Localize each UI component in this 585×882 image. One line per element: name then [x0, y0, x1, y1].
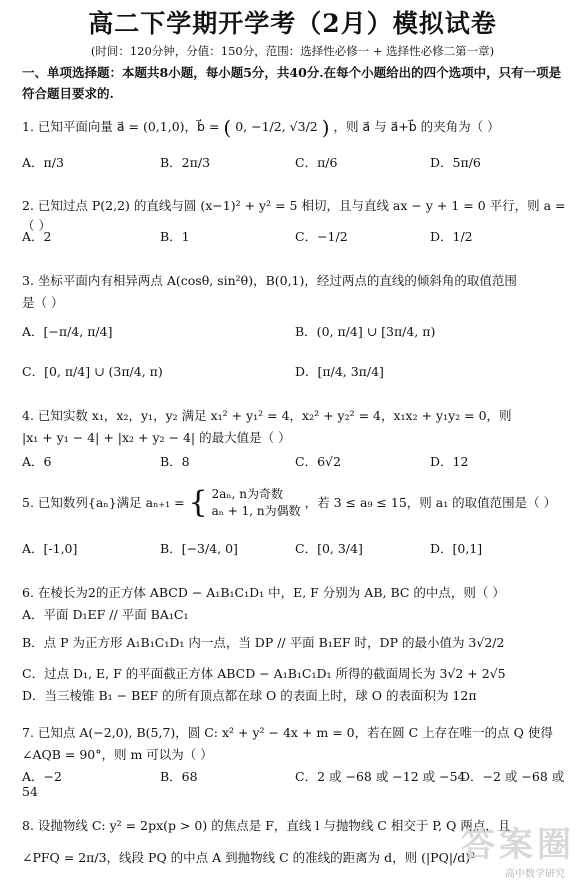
- watermark-logo: 答案圈: [461, 825, 575, 865]
- q5-option-b: B．[−3/4, 0]: [160, 541, 238, 556]
- q5-case-1: 2aₙ, n为奇数: [211, 487, 283, 501]
- q1-b-x: 0: [235, 119, 244, 134]
- q5-case-2: aₙ + 1, n为偶数: [211, 504, 301, 518]
- question-3-stem-1: 3. 坐标平面内有相异两点 A(cosθ, sin²θ)，B(0,1)，经过两点的直线的倾斜角的取值范围: [22, 273, 517, 288]
- exam-subtitle: (时间：120分钟，分值：150分，范围：选择性必修一 + 选择性必修二第一章): [90, 44, 495, 58]
- q7-option-d: D．−2 或 −68 或: [460, 769, 565, 784]
- q6-option-d: D．当三棱锥 B₁ − BEF 的所有顶点都在球 O 的表面上时，球 O 的表面积为 12π: [22, 688, 477, 703]
- q4-option-d: D．12: [430, 454, 469, 469]
- q5-stem-b: ，若 3 ≤ a₉ ≤ 15，则 a₁ 的取值范围是（ ）: [304, 495, 557, 510]
- watermark-caption: 高中数学研究: [505, 869, 565, 880]
- q3-option-c: C．[0, π/4] ∪ (3π/4, π): [22, 364, 163, 379]
- q5-option-d: D．[0,1]: [430, 541, 483, 556]
- question-7-stem-2: ∠AQB = 90°，则 m 可以为（ ）: [22, 747, 213, 762]
- q7-option-d-cont: 54: [22, 784, 38, 799]
- q5-option-a: A．[-1,0]: [22, 541, 78, 556]
- q1-stem-a: 1. 已知平面向量: [22, 119, 113, 134]
- question-8-stem-1: 8. 设抛物线 C: y² = 2px(p > 0) 的焦点是 F，直线 l 与抛物线 C 相交于 P, Q 两点，且: [22, 818, 511, 833]
- q1-stem-b: a⃗ = (0,1,0)，b⃗ =: [116, 119, 220, 134]
- q2-option-a: A．2: [22, 229, 52, 244]
- q2-option-d: D．1/2: [430, 229, 473, 244]
- question-6-stem: 6. 在棱长为2的正方体 ABCD − A₁B₁C₁D₁ 中，E, F 分别为 AB, BC 的中点，则（ ）: [22, 585, 505, 600]
- q1-b-vector: 0, −1/2, √3/2: [235, 119, 318, 134]
- question-7-stem-1: 7. 已知点 A(−2,0), B(5,7)，圆 C: x² + y² − 4x + m = 0，若在圆 C 上存在唯一的点 Q 使得: [22, 725, 553, 740]
- q7-option-a: A．−2: [22, 769, 62, 784]
- q1-option-d: D．5π/6: [430, 155, 481, 170]
- q5-option-c: C．[0, 3/4]: [295, 541, 363, 556]
- exam-title: 高二下学期开学考（2月）模拟试卷: [88, 9, 497, 38]
- question-4-stem-1: 4. 已知实数 x₁，x₂，y₁，y₂ 满足 x₁² + y₁² = 4，x₂² + y₂² = 4，x₁x₂ + y₁y₂ = 0，则: [22, 408, 512, 423]
- q1-option-a: A．π/3: [22, 155, 64, 170]
- section-heading: 一、单项选择题：本题共8小题，每小题5分，共40分.在每个小题给出的四个选项中，只有一项是符合题目要求的.: [22, 65, 562, 101]
- q3-option-b: B．(0, π/4] ∪ [3π/4, π): [295, 324, 436, 339]
- q1-option-c: C．π/6: [295, 155, 338, 170]
- question-8-stem-2: ∠PFQ = 2π/3，线段 PQ 的中点 A 到抛物线 C 的准线的距离为 d，则 (|PQ|/d)²: [22, 850, 476, 865]
- q2-option-b: B．1: [160, 229, 190, 244]
- question-1-stem: 1. 已知平面向量 a⃗ = (0,1,0)，b⃗ = ( 0, −1/2, √3/2 ) ，则 a⃗ 与 a⃗+b⃗ 的夹角为（ ）: [22, 115, 500, 140]
- q6-option-b: B．点 P 为正方形 A₁B₁C₁D₁ 内一点，当 DP // 平面 B₁EF 时，DP 的最小值为 3√2/2: [22, 635, 505, 650]
- q5-stem-a: 5. 已知数列{aₙ}满足 aₙ₊₁ =: [22, 495, 185, 510]
- q1-option-b: B．2π/3: [160, 155, 211, 170]
- q1-b-y: −1/2: [251, 119, 282, 134]
- q7-option-b: B．68: [160, 769, 198, 784]
- q7-option-c: C．2 或 −68 或 −12 或 −54: [295, 769, 466, 784]
- question-3-stem-2: 是（ ）: [22, 295, 64, 310]
- q3-option-a: A．[−π/4, π/4]: [22, 324, 113, 339]
- question-5-stem: 5. 已知数列{aₙ}满足 aₙ₊₁ = { 2aₙ, n为奇数 aₙ + 1, n为偶数 ，若 3 ≤ a₉ ≤ 15，则 a₁ 的取值范围是（ ）: [22, 485, 557, 520]
- q1-stem-c: ，则 a⃗ 与 a⃗+b⃗ 的夹角为（ ）: [333, 119, 500, 134]
- question-2-stem: 2. 已知过点 P(2,2) 的直线与圆 (x−1)² + y² = 5 相切，且与直线 ax − y + 1 = 0 平行，则 a =（ ）: [22, 198, 566, 233]
- q3-option-d: D．[π/4, 3π/4]: [295, 364, 384, 379]
- q4-option-c: C．6√2: [295, 454, 341, 469]
- question-4-stem-2: |x₁ + y₁ − 4| + |x₂ + y₂ − 4| 的最大值是（ ）: [22, 430, 291, 445]
- q2-option-c: C．−1/2: [295, 229, 348, 244]
- q4-option-a: A．6: [22, 454, 52, 469]
- q5-cases: [212, 486, 301, 520]
- q1-b-z: √3/2: [289, 119, 318, 134]
- q6-option-a: A．平面 D₁EF // 平面 BA₁C₁: [22, 607, 189, 622]
- q6-option-c: C．过点 D₁, E, F 的平面截正方体 ABCD − A₁B₁C₁D₁ 所得的截面周长为 3√2 + 2√5: [22, 666, 506, 681]
- q4-option-b: B．8: [160, 454, 190, 469]
